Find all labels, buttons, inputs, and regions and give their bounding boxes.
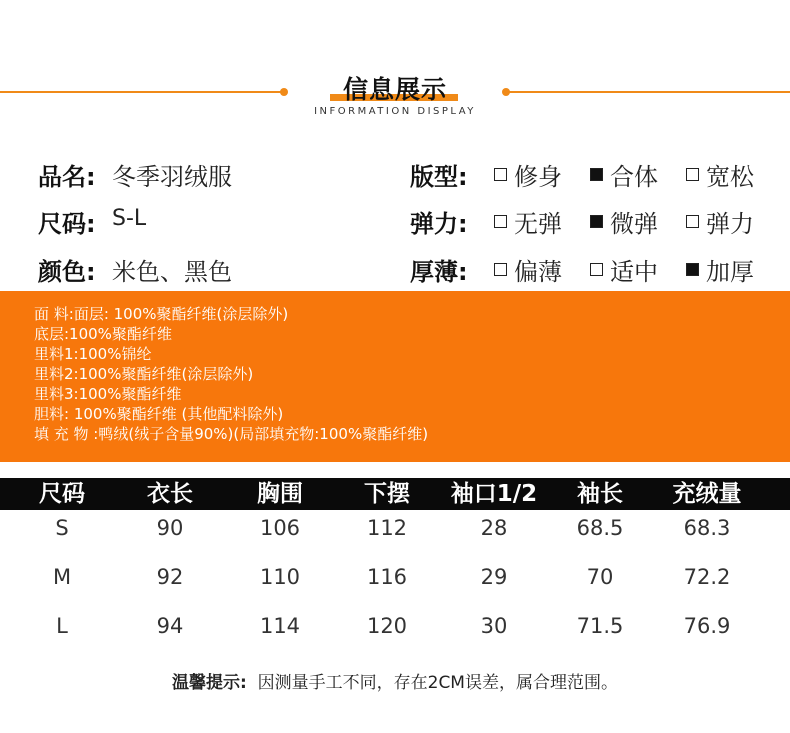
material-line: 里料1:100%锦纶 (34, 345, 152, 363)
table-cell: 70 (586, 565, 614, 589)
name-value: 冬季羽绒服 (112, 163, 232, 191)
col-header-sleeve: 袖长 (577, 481, 623, 507)
table-cell: 72.2 (683, 565, 731, 589)
table-cell: 29 (480, 565, 508, 589)
option-text: 适中 (610, 258, 658, 286)
header-dot-left (280, 88, 288, 96)
material-line: 面 料:面层: 100%聚酯纤维(涂层除外) (34, 305, 289, 323)
fit-label: 版型: (410, 163, 468, 191)
table-cell: 112 (366, 516, 408, 540)
option-text: 合体 (610, 163, 658, 191)
material-line: 胆料: 100%聚酯纤维 (其他配料除外) (34, 405, 284, 423)
col-header-cuff: 袖口1/2 (450, 481, 538, 507)
checkbox-icon (494, 168, 507, 181)
fit-option-slim (494, 157, 562, 192)
checkbox-checked-icon (590, 215, 603, 228)
table-cell: S (55, 516, 69, 540)
col-header-hem: 下摆 (364, 481, 410, 507)
checkbox-checked-icon (590, 168, 603, 181)
title-wrap (295, 70, 495, 106)
material-line: 里料2:100%聚酯纤维(涂层除外) (34, 365, 254, 383)
color-label: 颜色: (38, 258, 96, 286)
thickness-option-thick (686, 252, 754, 287)
table-cell: 68.3 (683, 516, 731, 540)
option-text: 弹力 (706, 210, 754, 238)
table-cell: 110 (259, 565, 301, 589)
table-cell: 92 (156, 565, 184, 589)
stretch-option-none (494, 204, 562, 239)
option-text: 宽松 (706, 163, 754, 191)
checkbox-icon (494, 263, 507, 276)
stretch-option-stretchy (686, 204, 754, 239)
header-dot-right (502, 88, 510, 96)
table-cell: 71.5 (576, 614, 624, 638)
size-value: S-L (112, 206, 147, 231)
material-line: 底层:100%聚酯纤维 (34, 325, 172, 343)
col-header-length: 衣长 (147, 481, 193, 507)
table-cell: 30 (480, 614, 508, 638)
checkbox-icon (686, 215, 699, 228)
checkbox-icon (494, 215, 507, 228)
header-line-right (507, 91, 790, 93)
col-header-chest: 胸围 (257, 481, 303, 507)
table-cell: 94 (156, 614, 184, 638)
option-text: 加厚 (706, 258, 754, 286)
stretch-label: 弹力: (410, 210, 468, 238)
fit-option-regular (590, 157, 658, 192)
table-cell: 120 (366, 614, 408, 638)
checkbox-icon (590, 263, 603, 276)
table-cell: 90 (156, 516, 184, 540)
color-value: 米色、黑色 (112, 258, 232, 286)
checkbox-icon (686, 168, 699, 181)
name-label: 品名: (38, 163, 96, 191)
col-header-down-fill: 充绒量 (672, 481, 742, 507)
table-cell: M (52, 565, 72, 589)
header-line-left (0, 91, 283, 93)
measurement-note (0, 668, 790, 693)
page-subtitle: INFORMATION DISPLAY (314, 106, 476, 117)
col-header-size: 尺码 (39, 481, 85, 507)
note-label: 温馨提示: (172, 673, 247, 693)
thickness-option-medium (590, 252, 658, 287)
thickness-option-thin (494, 252, 562, 287)
page-title: 信息展示 (342, 75, 447, 104)
table-cell: 76.9 (683, 614, 731, 638)
thickness-label: 厚薄: (410, 258, 468, 286)
material-line: 里料3:100%聚酯纤维 (34, 385, 182, 403)
table-cell: 116 (366, 565, 408, 589)
option-text: 修身 (514, 163, 562, 191)
option-text: 无弹 (514, 210, 562, 238)
stretch-option-slight (590, 204, 658, 239)
option-text: 偏薄 (514, 258, 562, 286)
option-text: 微弹 (610, 210, 658, 238)
size-label: 尺码: (38, 210, 96, 238)
checkbox-checked-icon (686, 263, 699, 276)
table-cell: L (56, 614, 68, 638)
table-cell: 106 (259, 516, 301, 540)
table-cell: 28 (480, 516, 508, 540)
materials-band (0, 291, 790, 462)
size-table-header (0, 478, 790, 510)
note-text: 因测量手工不同，存在2CM误差，属合理范围。 (257, 673, 618, 693)
table-cell: 114 (259, 614, 301, 638)
material-line: 填 充 物 :鸭绒(绒子含量90%)(局部填充物:100%聚酯纤维) (34, 425, 429, 443)
fit-option-loose (686, 157, 754, 192)
table-cell: 68.5 (576, 516, 624, 540)
